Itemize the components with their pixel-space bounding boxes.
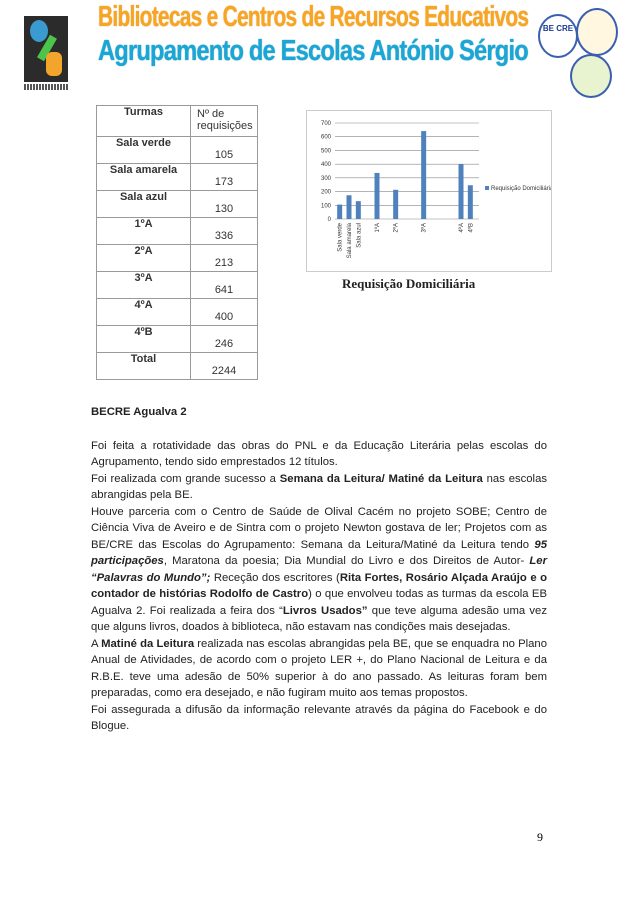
requisition-count: 400 — [191, 299, 258, 326]
page-number: 9 — [537, 830, 543, 844]
becre-seal: BE CRE — [538, 14, 578, 58]
text: A — [91, 637, 102, 650]
requisition-count: 213 — [191, 245, 258, 272]
chart-frame — [306, 110, 552, 272]
class-name: Sala verde — [97, 137, 191, 164]
bar — [393, 190, 398, 219]
logo-caption — [24, 84, 68, 90]
text: nas escolas abrangidas pela BE. — [91, 472, 547, 501]
bold-text: Semana da Leitura/ Matiné da Leitura — [279, 472, 483, 485]
x-tick-label: 3ºA — [421, 223, 428, 233]
table-row — [97, 191, 258, 218]
total-value: 2244 — [191, 353, 258, 380]
x-tick-label: Sala azul — [356, 223, 363, 248]
body-text — [91, 404, 547, 735]
class-name: Sala amarela — [97, 164, 191, 191]
x-tick-label: 4ºA — [459, 223, 465, 233]
requisitions-table — [96, 105, 258, 380]
text: Foi realizada com grande sucesso a — [91, 472, 280, 485]
y-tick-label: 200 — [320, 189, 331, 196]
text: , Maratona da poesia; Dia Mundial do Livro e dos Direitos de Autor- — [163, 555, 530, 567]
text: Houve parceria com o Centro de Saúde de Olival Cacém no projeto SOBE; Centro de Ciência Viva de Aveiro e de Sintra com o projeto Newton gostava de ler; Projetos com as BE/CRE das Escolas do Agrupamento: Semana da Leitura/Matiné da Leitura tendo — [91, 505, 547, 551]
bold-text: Livros Usados” — [282, 604, 368, 617]
y-tick-label: 300 — [320, 175, 331, 182]
table-row — [97, 137, 258, 164]
requisition-count: 246 — [191, 326, 258, 353]
class-name: 4ºA — [97, 299, 191, 326]
x-tick-label: 4ºB — [468, 223, 475, 233]
bar — [337, 205, 342, 219]
chart-caption: Requisição Domiciliária — [342, 276, 476, 291]
table-row — [97, 326, 258, 353]
text: realizada nas escolas abrangidas pela BE, que se enquadra no Plano Anual de Atividades, de acordo com o projeto LER +, do Plano Nacional de Leitura e da R.B.E. teve uma adesão de 50% superior à do ano passado. As leituras foram bem preparadas, como era desejado, e não fugiram muito aos temas propostos. — [91, 637, 547, 699]
table-row — [97, 218, 258, 245]
owl-seal — [576, 8, 618, 56]
school-logo — [24, 16, 68, 82]
bold-text: Matiné da Leitura — [101, 637, 195, 650]
y-tick-label: 100 — [320, 203, 331, 210]
text: Receção dos escritores ( — [210, 571, 340, 584]
y-tick-label: 0 — [327, 217, 331, 223]
class-name: 1ºA — [97, 218, 191, 245]
paragraph: Foi feita a rotatividade das obras do PNL e da Educação Literária pelas escolas do Agrupamento, tendo sido emprestados 12 títulos. — [91, 439, 547, 468]
requisition-count: 336 — [191, 218, 258, 245]
text: que teve alguma adesão uma vez que alguns livros, doados à biblioteca, não estavam nas condições mais desejadas. — [91, 604, 547, 633]
class-name: 2ºA — [97, 245, 191, 272]
bar-chart — [307, 111, 551, 271]
x-tick-label: 1ºA — [375, 223, 381, 233]
y-tick-label: 700 — [320, 121, 331, 127]
bar — [347, 195, 352, 219]
book-seal — [570, 54, 612, 98]
paragraph: Foi assegurada a difusão da informação relevante através da página do Facebook e do Blogue. — [91, 703, 547, 732]
bold-text: Rita Fortes, Rosário Alçada Araújo e o contador de histórias Rodolfo de Castro — [91, 571, 547, 600]
header-title-line2: Agrupamento de Escolas António Sérgio — [98, 35, 528, 67]
x-tick-label: Sala amarela — [347, 223, 353, 259]
legend-label: Requisição Domiciliária — [491, 186, 551, 192]
y-tick-label: 400 — [320, 162, 331, 169]
table-row — [97, 164, 258, 191]
table-row — [97, 245, 258, 272]
total-label: Total — [97, 353, 191, 380]
bar — [375, 173, 380, 219]
class-name: Sala azul — [97, 191, 191, 218]
paragraph — [91, 636, 547, 702]
class-name: 4ºB — [97, 326, 191, 353]
bar — [421, 131, 426, 219]
class-name: 3ºA — [97, 272, 191, 299]
header-title-line1: Bibliotecas e Centros de Recursos Educativos — [98, 1, 529, 33]
table-row — [97, 272, 258, 299]
paragraph — [91, 471, 547, 504]
bold-italic-text: 95 participações — [91, 538, 547, 567]
col-header: Nº de requisições — [191, 106, 258, 137]
text: ) o que envolveu todas as turmas da escola EB Agualva 2. Foi realizada a feira dos “ — [91, 588, 547, 617]
x-tick-label: Sala verde — [337, 223, 344, 252]
requisition-count: 641 — [191, 272, 258, 299]
section-heading: BECRE Agualva 2 — [91, 406, 187, 418]
bar — [356, 201, 361, 219]
x-tick-label: 2ºA — [393, 223, 400, 233]
requisition-count: 105 — [191, 137, 258, 164]
paragraph — [91, 504, 547, 636]
col-header: Turmas — [97, 106, 191, 137]
bold-italic-text: Ler “Palavras do Mundo”; — [91, 555, 547, 584]
y-tick-label: 500 — [320, 148, 331, 155]
table-row — [97, 299, 258, 326]
bar — [468, 185, 473, 219]
requisition-count: 130 — [191, 191, 258, 218]
bar — [459, 164, 464, 219]
requisition-count: 173 — [191, 164, 258, 191]
legend-swatch — [485, 186, 489, 190]
y-tick-label: 600 — [320, 134, 331, 141]
